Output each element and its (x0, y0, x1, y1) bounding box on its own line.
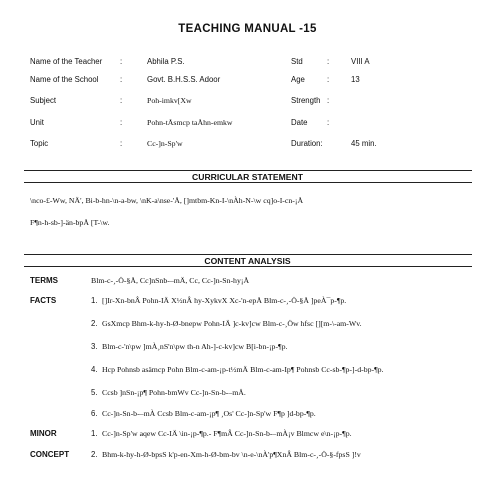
duration-label: Duration: (291, 139, 323, 148)
concept-label: CONCEPT (30, 450, 70, 459)
fact-item: Blm-c-'n\pw ]mÀ¸nS'n\pw th-n Ah-]-c-kv]cw B[i-bn-¡p-¶p. (102, 342, 288, 351)
date-label: Date (291, 118, 308, 127)
page-title: TEACHING MANUAL -15 (178, 23, 317, 35)
std-value: VIII A (351, 57, 370, 66)
teacher-colon: : (120, 57, 123, 66)
fact-number: 5. (91, 388, 98, 397)
std-colon: : (327, 57, 330, 66)
strength-colon: : (327, 96, 330, 105)
fact-item: Cc-]n-Sn-b-–mÀ Ccsb Blm-c-am-¡p¶ ¸Os' Cc-]n-Sp'w F¶p ]d-bp-¶p. (102, 409, 316, 418)
unit-value: Pohn-tÅsmcp taÅhn-emkw (147, 118, 233, 127)
school-colon: : (120, 75, 123, 84)
unit-label: Unit (30, 118, 44, 127)
school-value: Govt. B.H.S.S. Adoor (147, 75, 221, 84)
fact-number: 3. (91, 342, 98, 351)
minor-concept-item: Cc-]n-Sp'w aqew Cc-IÄ \in-¡p-¶p.- F¶mÂ Cc-]n-Sn-b-–mÀ¡v Blmcw e\n-¡p-¶p. (102, 429, 352, 438)
fact-number: 1. (91, 296, 98, 305)
fact-item: GsXmcp Bhm-k-hy-h-Ø-bnepw Pohn-IÄ ]c-kv]cw Blm-c-¸Öw hfsc [][m-\-am-Wv. (102, 319, 362, 328)
fact-number: 4. (91, 365, 98, 374)
fact-item: Hcp Pohnsb asämcp Pohn Blm-c-am-¡p-t½mÄ Blm-c-am-Ip¶ Pohnsb Cc-sb-¶p-]-d-bp-¶p. (102, 365, 384, 374)
duration-value: 45 min. (351, 139, 377, 148)
fact-item: Ccsb ]nSn-¡p¶ Pohn-bmWv Cc-]n-Sn-b-–mÄ. (102, 388, 246, 397)
std-label: Std (291, 57, 303, 66)
terms-value: Blm-c-¸-Ö-§Å, Cc]nSnb-–mÄ, Cc, Cc-]n-Sn-hy¡Å (91, 276, 250, 285)
age-colon: : (327, 75, 330, 84)
content-heading: CONTENT ANALYSIS (204, 256, 291, 266)
curricular-line-2: F¶n-h-sb-]-än-bpÅ [T-\w. (30, 218, 110, 227)
topic-value: Cc-]n-Sp'w (147, 139, 183, 148)
teacher-value: Abhila P.S. (147, 57, 185, 66)
age-label: Age (291, 75, 305, 84)
school-label: Name of the School (30, 75, 99, 84)
minor-concept-number: 2. (91, 450, 98, 459)
date-colon: : (327, 118, 330, 127)
fact-number: 2. (91, 319, 98, 328)
subject-label: Subject (30, 96, 57, 105)
topic-label: Topic (30, 139, 49, 148)
curricular-heading: CURRICULAR STATEMENT (192, 172, 303, 182)
subject-colon: : (120, 96, 123, 105)
curricular-line-1: \nco-£-Ww, NÄ', Bi-b-hn-\n-a-bw, \nK-a\nse-'Å, []mtbm-Kn-I-\nÀh-N-\w cq]o-I-cn-¡Å (30, 196, 304, 205)
minor-concept-item: Bhm-k-hy-h-Ø-bpsS k'p-en-Xm-h-Ø-bm-bv \n-e-\nÀ'p¶XnÂ Blm-c-¸-Ö-§-fpsS ]!v (102, 450, 361, 459)
unit-colon: : (120, 118, 123, 127)
teacher-label: Name of the Teacher (30, 57, 103, 66)
fact-number: 6. (91, 409, 98, 418)
topic-colon: : (120, 139, 123, 148)
minor-concept-number: 1. (91, 429, 98, 438)
age-value: 13 (351, 75, 360, 84)
terms-label: TERMS (30, 276, 58, 285)
subject-value: Poh-imkv[Xw (147, 96, 192, 105)
minor-label: MINOR (30, 429, 57, 438)
facts-label: FACTS (30, 296, 57, 305)
strength-label: Strength (291, 96, 321, 105)
fact-item: []Ir-Xn-bnÂ Pohn-IÄ X½nÂ hy-XykvX Xc-'n-epÅ Blm-c-¸-Ö-§Å ]peÀ¯p-¶p. (102, 296, 347, 305)
